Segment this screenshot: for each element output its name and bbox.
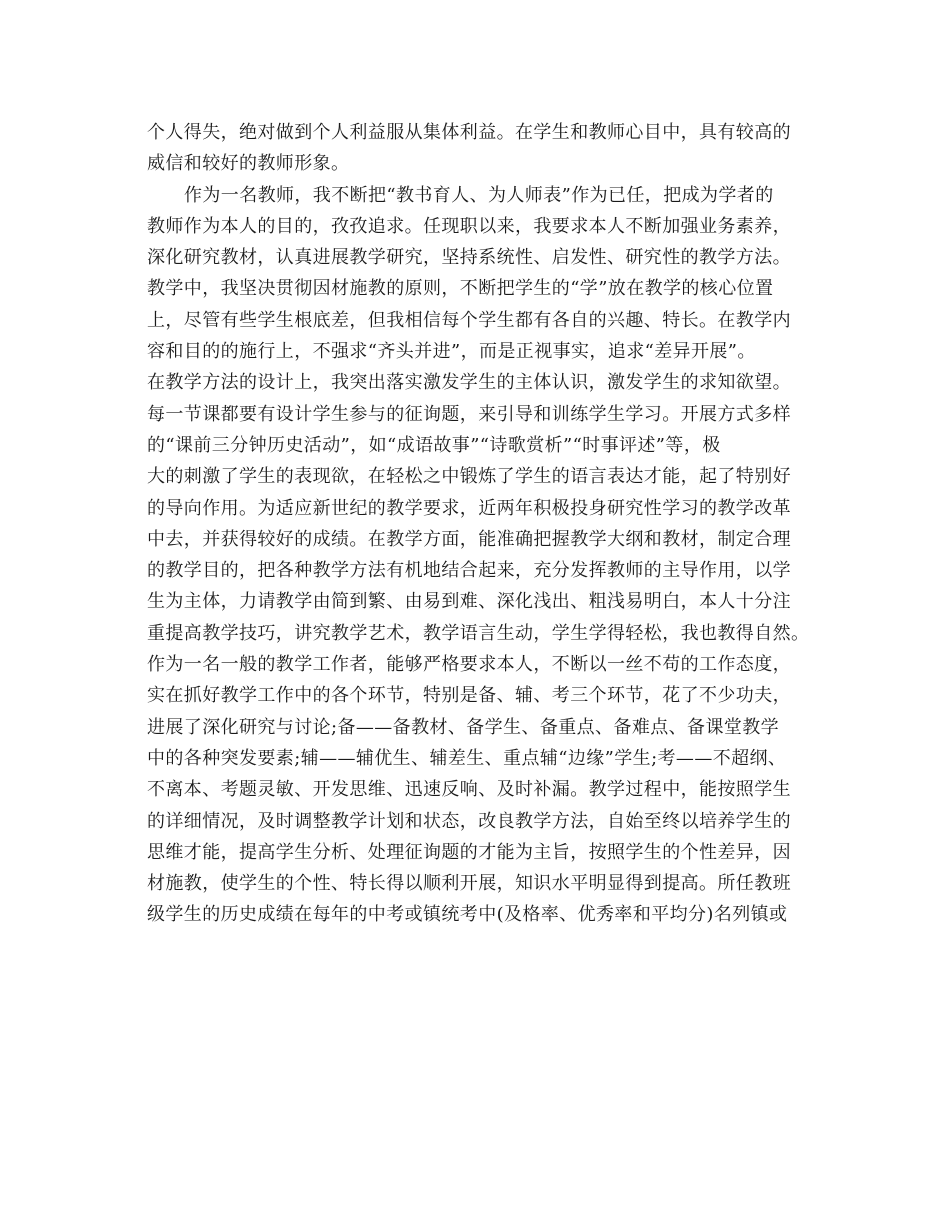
paragraph-start-line: 作为一名教师，我不断把“教书育人、为人师表”作为已任，把成为学者的 xyxy=(184,184,774,206)
text-line: 中的各种突发要素;辅——辅优生、辅差生、重点辅“边缘”学生;考——不超纲、 xyxy=(147,747,787,769)
text-line: 进展了深化研究与讨论;备——备教材、备学生、备重点、备难点、备课堂教学 xyxy=(147,716,780,738)
text-line: 生为主体，力请教学由简到繁、由易到难、深化浅出、粗浅易明白，本人十分注 xyxy=(147,591,791,613)
text-line: 每一节课都要有设计学生参与的征询题，来引导和训练学生学习。开展方式多样 xyxy=(147,403,791,425)
text-line: 思维才能，提高学生分析、处理征询题的才能为主旨，按照学生的个性差异，因 xyxy=(147,841,791,863)
text-line: 教师作为本人的目的，孜孜追求。任现职以来，我要求本人不断加强业务素养， xyxy=(147,215,791,237)
text-line: 的“课前三分钟历史活动”，如“成语故事”“诗歌赏析”“时事评述”等，极 xyxy=(147,434,721,456)
text-line: 个人得失，绝对做到个人利益服从集体利益。在学生和教师心目中，具有较高的 xyxy=(147,122,791,143)
text-line: 实在抓好教学工作中的各个环节，特别是备、辅、考三个环节，花了不少功夫， xyxy=(147,685,791,707)
text-line: 上，尽管有些学生根底差，但我相信每个学生都有各自的兴趣、特长。在教学内 xyxy=(147,309,791,331)
text-line: 的详细情况，及时调整教学计划和状态，改良教学方法，自始至终以培养学生的 xyxy=(147,810,791,832)
text-line: 教学中，我坚决贯彻因材施教的原则，不断把学生的“学”放在教学的核心位置 xyxy=(147,278,774,300)
text-line: 中去，并获得较好的成绩。在教学方面，能准确把握教学大纲和教材，制定合理 xyxy=(147,528,791,550)
text-line: 级学生的历史成绩在每年的中考或镇统考中(及格率、优秀率和平均分)名列镇或 xyxy=(147,904,788,926)
text-line: 威信和较好的教师形象。 xyxy=(147,153,350,175)
text-line: 材施教，使学生的个性、特长得以顺利开展，知识水平明显得到提高。所任教班 xyxy=(147,873,791,895)
text-line: 深化研究教材，认真进展教学研究，坚持系统性、启发性、研究性的教学方法。 xyxy=(147,247,791,269)
body-text xyxy=(147,117,812,931)
text-line: 容和目的的施行上，不强求“齐头并进”，而是正视事实，追求“差异开展”。 xyxy=(147,341,756,363)
text-line: 的教学目的，把各种教学方法有机地结合起来，充分发挥教师的主导作用，以学 xyxy=(147,560,791,582)
text-line: 大的刺激了学生的表现欲，在轻松之中锻炼了学生的语言表达才能，起了特别好 xyxy=(147,466,791,488)
text-line: 不离本、考题灵敏、开发思维、迅速反响、及时补漏。教学过程中，能按照学生 xyxy=(147,779,791,801)
text-line: 的导向作用。为适应新世纪的教学要求，近两年积极投身研究性学习的教学改革 xyxy=(147,497,791,519)
text-line: 在教学方法的设计上，我突出落实激发学生的主体认识，激发学生的求知欲望。 xyxy=(147,372,791,394)
text-line: 作为一名一般的教学工作者，能够严格要求本人，不断以一丝不苟的工作态度， xyxy=(147,654,791,676)
text-line: 重提高教学技巧，讲究教学艺术，教学语言生动，学生学得轻松，我也教得自然。 xyxy=(147,622,810,644)
